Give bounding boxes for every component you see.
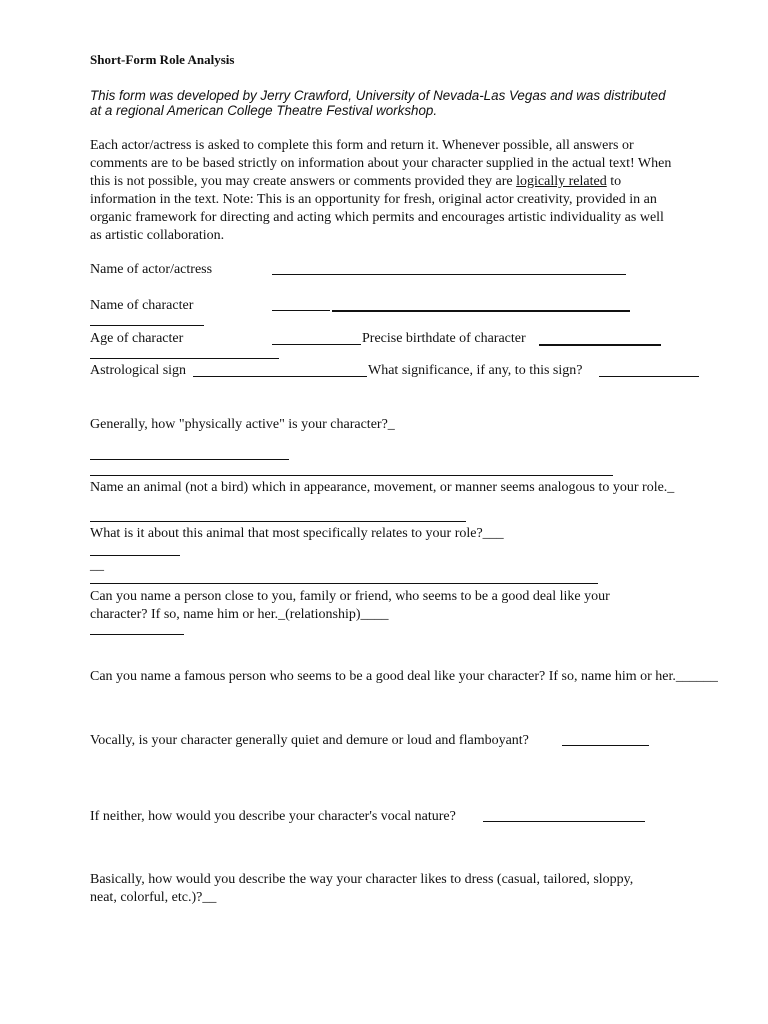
character-name-overflow-line[interactable]	[90, 325, 204, 326]
animal-answer-line[interactable]	[90, 521, 466, 522]
animal-relation-question: What is it about this animal that most specifically relates to your role?___	[90, 526, 504, 541]
vocal-answer-field[interactable]	[562, 745, 649, 746]
close-person-question-line-2: character? If so, name him or her._(relationship)____	[90, 607, 389, 622]
actor-name-field[interactable]	[272, 274, 626, 275]
animal-relation-answer-line-2[interactable]	[90, 583, 598, 584]
logically-related-emphasis: logically related	[516, 174, 607, 189]
dress-question-line-1: Basically, how would you describe the way your character likes to dress (casual, tailored, sloppy,	[90, 872, 634, 887]
paragraph-line-3-after: to	[606, 174, 622, 189]
sign-significance-label: What significance, if any, to this sign?	[368, 363, 583, 378]
astrological-sign-field[interactable]	[193, 376, 367, 377]
astrological-sign-label: Astrological sign	[90, 363, 187, 378]
character-name-field-b[interactable]	[332, 310, 630, 312]
close-person-question-line-1: Can you name a person close to you, family or friend, who seems to be a good deal like your	[90, 589, 610, 604]
paragraph-line-1: Each actor/actress is asked to complete this form and return it. Whenever possible, all answers or	[90, 138, 634, 153]
paragraph-line-6: as artistic collaboration.	[90, 228, 225, 243]
physically-active-question: Generally, how "physically active" is your character?_	[90, 417, 395, 432]
close-person-answer-line[interactable]	[90, 634, 184, 635]
animal-relation-answer-line-1[interactable]	[90, 555, 180, 556]
character-name-label: Name of character	[90, 298, 194, 313]
vocal-question: Vocally, is your character generally quiet and demure or loud and flamboyant?	[90, 733, 529, 748]
vocal-nature-answer-field[interactable]	[483, 821, 645, 822]
animal-question: Name an animal (not a bird) which in appearance, movement, or manner seems analogous to your role._	[90, 480, 675, 495]
dress-question-line-2: neat, colorful, etc.)?__	[90, 890, 217, 905]
paragraph-line-2: comments are to be based strictly on information about your character supplied in the actual text! When	[90, 156, 672, 171]
paragraph-line-3	[90, 173, 621, 191]
character-name-field-a[interactable]	[272, 310, 330, 311]
sign-significance-field[interactable]	[599, 376, 699, 377]
birthdate-label: Precise birthdate of character	[362, 331, 526, 346]
birthdate-field[interactable]	[539, 344, 661, 346]
paragraph-line-4: information in the text. Note: This is an opportunity for fresh, original actor creativity, provided in an	[90, 192, 657, 207]
character-age-field[interactable]	[272, 344, 361, 345]
physically-active-answer-line-1[interactable]	[90, 459, 289, 460]
character-age-label: Age of character	[90, 331, 184, 346]
intro-line-2: at a regional American College Theatre Festival workshop.	[90, 103, 438, 118]
page-title: Short-Form Role Analysis	[90, 52, 235, 67]
vocal-nature-question: If neither, how would you describe your character's vocal nature?	[90, 809, 456, 824]
actor-name-label: Name of actor/actress	[90, 262, 213, 277]
paragraph-line-5: organic framework for directing and acting which permits and encourages artistic individuality as well	[90, 210, 664, 225]
physically-active-answer-line-2[interactable]	[90, 475, 613, 476]
paragraph-line-3-before: this is not possible, you may create answers or comments provided they are	[90, 174, 517, 189]
famous-person-question: Can you name a famous person who seems to be a good deal like your character? If so, name him or her.______	[90, 669, 718, 684]
underscore-fragment: __	[90, 558, 104, 573]
birthdate-overflow-line[interactable]	[90, 358, 279, 359]
intro-line-1: This form was developed by Jerry Crawford, University of Nevada-Las Vegas and was distributed	[90, 88, 666, 103]
